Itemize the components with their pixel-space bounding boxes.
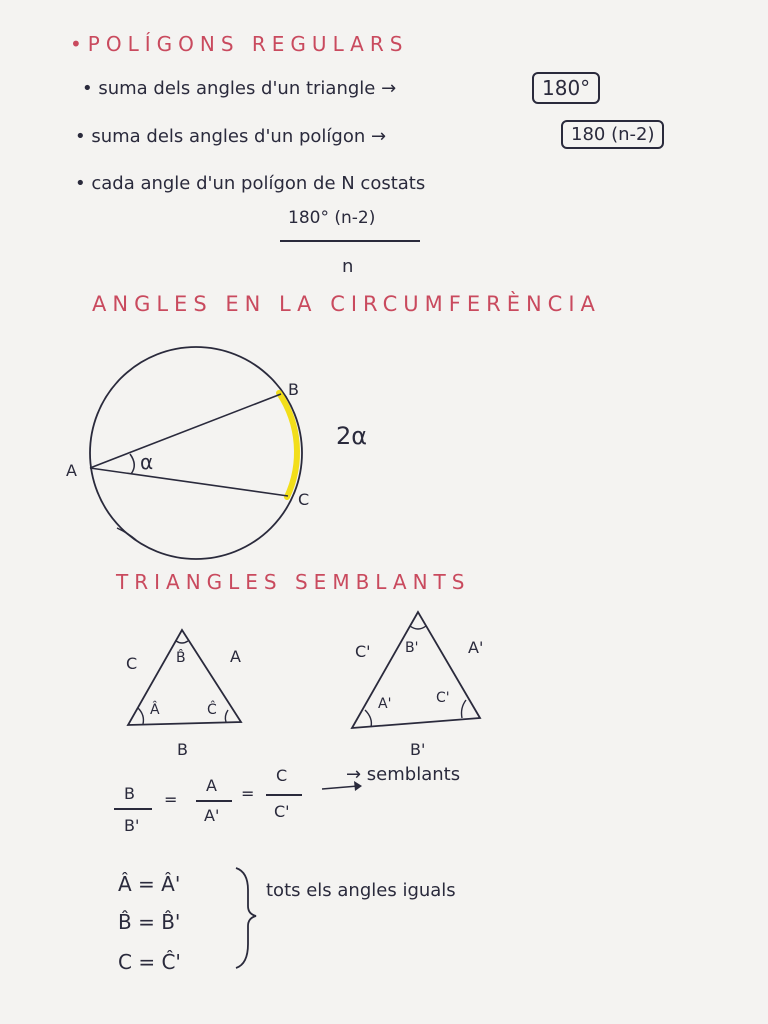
point-a-label: A (66, 461, 77, 480)
tri1-angle-top: B̂ (176, 650, 186, 666)
tri1-side-b: B (177, 740, 188, 759)
similar-arrow-text: → semblants (346, 764, 461, 785)
angle-alpha-label: α (140, 450, 154, 474)
formula-denominator: n (342, 256, 354, 277)
section-title-circumference: ANGLES EN LA CIRCUMFERÈNCIA (92, 292, 601, 316)
tri1-angle-right: Ĉ (207, 702, 217, 718)
ratio-eq-1: = (164, 790, 178, 809)
equality-a: Â = Â' (118, 872, 181, 896)
point-b-label: B (288, 380, 299, 399)
ratio-line-1 (114, 808, 152, 810)
ratio-d1: B' (124, 816, 140, 835)
ratio-line-3 (266, 794, 302, 796)
tri2-angle-top: B' (405, 640, 419, 656)
tri2-side-b: B' (410, 740, 426, 759)
tri2-angle-right: C' (436, 690, 450, 706)
ratio-n2: A (206, 776, 217, 795)
arc-label: 2α (336, 422, 368, 450)
equality-c: C = Ĉ' (118, 950, 181, 974)
section-title-polygons: •POLÍGONS REGULARS (70, 32, 409, 56)
ratio-line-2 (196, 800, 232, 802)
polygon-sum-value: 180 (n-2) (561, 120, 664, 149)
section-title-similar-triangles: TRIANGLES SEMBLANTS (116, 570, 471, 594)
ratio-d2: A' (204, 806, 220, 825)
ratio-d3: C' (274, 802, 290, 821)
tri1-side-a: A (230, 647, 241, 666)
tri2-side-c: C' (355, 642, 371, 661)
ratio-eq-2: = (241, 784, 255, 803)
formula-numerator: 180° (n-2) (288, 208, 376, 228)
point-c-label: C (298, 490, 310, 509)
polygon-angle-text: • cada angle d'un polígon de N costats (75, 173, 426, 194)
equality-b: B̂ = B̂' (118, 910, 181, 934)
tri2-angle-left: A' (378, 696, 392, 712)
tri1-angle-left: Â (150, 702, 160, 718)
triangle-sum-text: • suma dels angles d'un triangle → (82, 78, 397, 99)
ratio-n3: C (276, 766, 288, 785)
tri1-side-c: C (126, 654, 138, 673)
tri2-side-a: A' (468, 638, 484, 657)
brace-text: tots els angles iguals (266, 880, 456, 901)
polygon-sum-text: • suma dels angles d'un polígon → (75, 126, 387, 147)
triangle-sum-value: 180° (532, 72, 600, 104)
ratio-n1: B (124, 784, 135, 803)
